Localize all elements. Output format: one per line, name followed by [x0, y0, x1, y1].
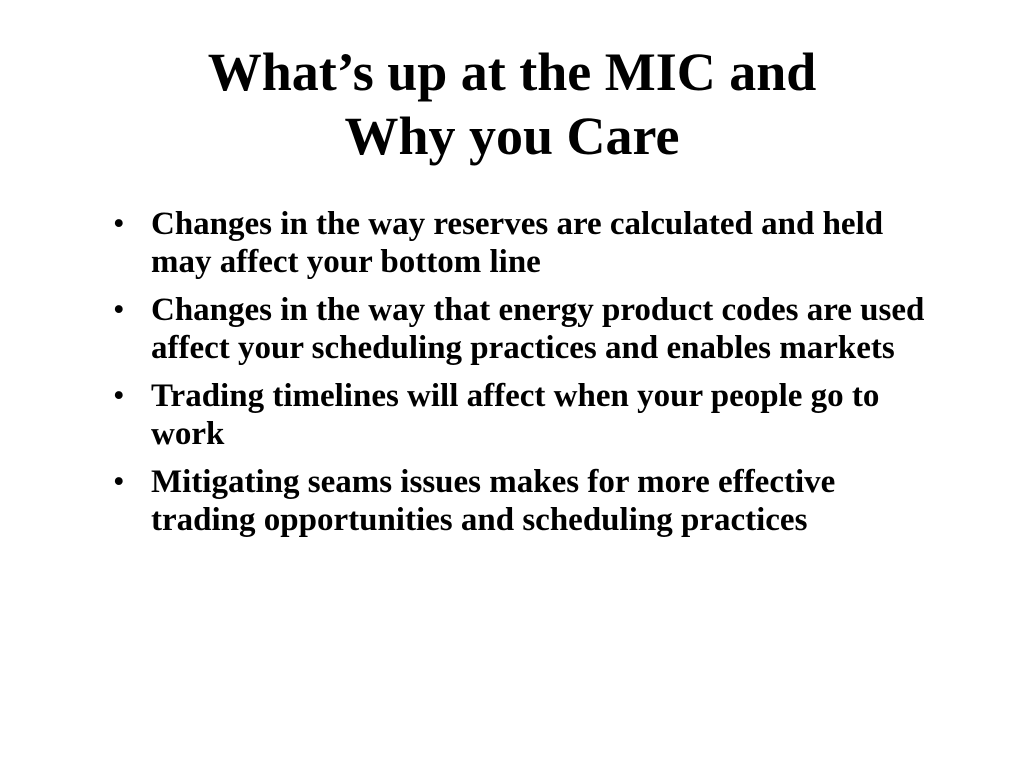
bullet-glyph: • [113, 464, 125, 500]
bullet-list [113, 205, 943, 549]
bullet-text: Mitigating seams issues makes for more effective trading opportunities and scheduling practices [151, 464, 836, 538]
bullet-item [113, 205, 943, 281]
bullet-text: Changes in the way that energy product codes are used affect your scheduling practices and enables markets [151, 292, 925, 366]
bullet-item [113, 377, 943, 453]
slide-title [0, 40, 1024, 168]
bullet-glyph: • [113, 206, 125, 242]
bullet-item [113, 463, 943, 539]
bullet-glyph: • [113, 378, 125, 414]
bullet-text: Trading timelines will affect when your people go to work [151, 378, 880, 452]
bullet-item [113, 291, 943, 367]
slide-title-line-1: What’s up at the MIC and [207, 42, 817, 102]
bullet-glyph: • [113, 292, 125, 328]
slide-title-line-2: Why you Care [344, 106, 680, 166]
bullet-text: Changes in the way reserves are calculated and held may affect your bottom line [151, 206, 884, 280]
